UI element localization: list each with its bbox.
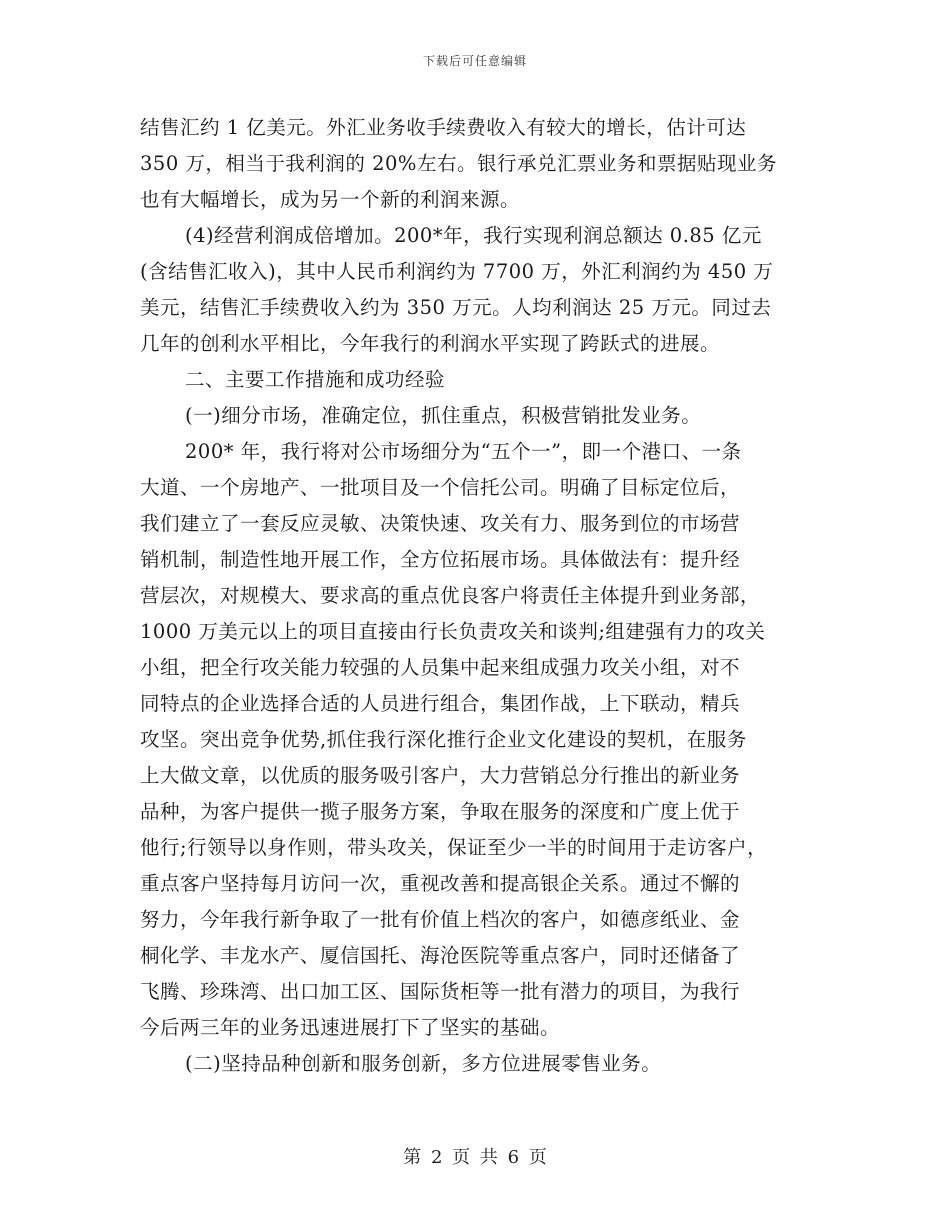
text-line: (含结售汇收入)，其中人民币利润约为 7700 万，外汇利润约为 450 万 [140, 260, 774, 283]
subsection-heading: (二)坚持品种创新和服务创新，多方位进展零售业务。 [185, 1052, 662, 1075]
document-body [140, 110, 815, 1082]
text-line: 重点客户坚持每月访问一次，重视改善和提高银企关系。通过不懈的 [140, 872, 741, 895]
page-header: 下载后可任意编辑 [422, 54, 527, 68]
text-line: 350 万，相当于我利润的 20%左右。银行承兑汇票业务和票据贴现业务 [140, 152, 777, 175]
text-line: 上大做文章，以优质的服务吸引客户，大力营销总分行推出的新业务 [140, 764, 741, 787]
text-line: 品种，为客户提供一揽子服务方案，争取在服务的深度和广度上优于 [140, 800, 741, 823]
text-line: 200* 年，我行将对公市场细分为“五个一”，即一个港口、一条 [185, 440, 742, 463]
text-line: 今后两三年的业务迅速进展打下了坚实的基础。 [140, 1016, 561, 1039]
text-line: 美元，结售汇手续费收入约为 350 万元。人均利润达 25 万元。同过去 [140, 296, 772, 319]
text-line: 攻坚。突出竞争优势,抓住我行深化推行企业文化建设的契机，在服务 [140, 728, 747, 751]
page-footer: 第 2 页 共 6 页 [403, 1147, 547, 1168]
text-line: 几年的创利水平相比，今年我行的利润水平实现了跨跃式的进展。 [140, 332, 721, 355]
text-line: 飞腾、珍珠湾、出口加工区、国际货柜等一批有潜力的项目，为我行 [140, 980, 741, 1003]
text-line: 也有大幅增长，成为另一个新的利润来源。 [140, 188, 521, 211]
text-line: 大道、一个房地产、一批项目及一个信托公司。明确了目标定位后， [140, 476, 741, 499]
section-heading: 二、主要工作措施和成功经验 [185, 368, 446, 391]
text-line: (4)经营利润成倍增加。200*年，我行实现利润总额达 0.85 亿元 [185, 224, 762, 247]
text-line: 小组，把全行攻关能力较强的人员集中起来组成强力攻关小组，对不 [140, 656, 741, 679]
subsection-heading: (一)细分市场，准确定位，抓住重点，积极营销批发业务。 [185, 404, 702, 427]
text-line: 桐化学、丰龙水产、厦信国托、海沧医院等重点客户，同时还储备了 [140, 944, 741, 967]
text-line: 结售汇约 1 亿美元。外汇业务收手续费收入有较大的增长，估计可达 [140, 116, 747, 139]
text-line: 我们建立了一套反应灵敏、决策快速、攻关有力、服务到位的市场营 [140, 512, 741, 535]
text-line: 营层次，对规模大、要求高的重点优良客户将责任主体提升到业务部， [140, 584, 761, 607]
text-line: 销机制，制造性地开展工作，全方位拓展市场。具体做法有：提升经 [140, 548, 741, 571]
text-line: 他行;行领导以身作则，带头攻关，保证至少一半的时间用于走访客户， [140, 836, 768, 859]
text-line: 努力，今年我行新争取了一批有价值上档次的客户，如德彦纸业、金 [140, 908, 741, 931]
text-line: 1000 万美元以上的项目直接由行长负责攻关和谈判;组建强有力的攻关 [140, 620, 766, 643]
text-line: 同特点的企业选择合适的人员进行组合，集团作战，上下联动，精兵 [140, 692, 741, 715]
